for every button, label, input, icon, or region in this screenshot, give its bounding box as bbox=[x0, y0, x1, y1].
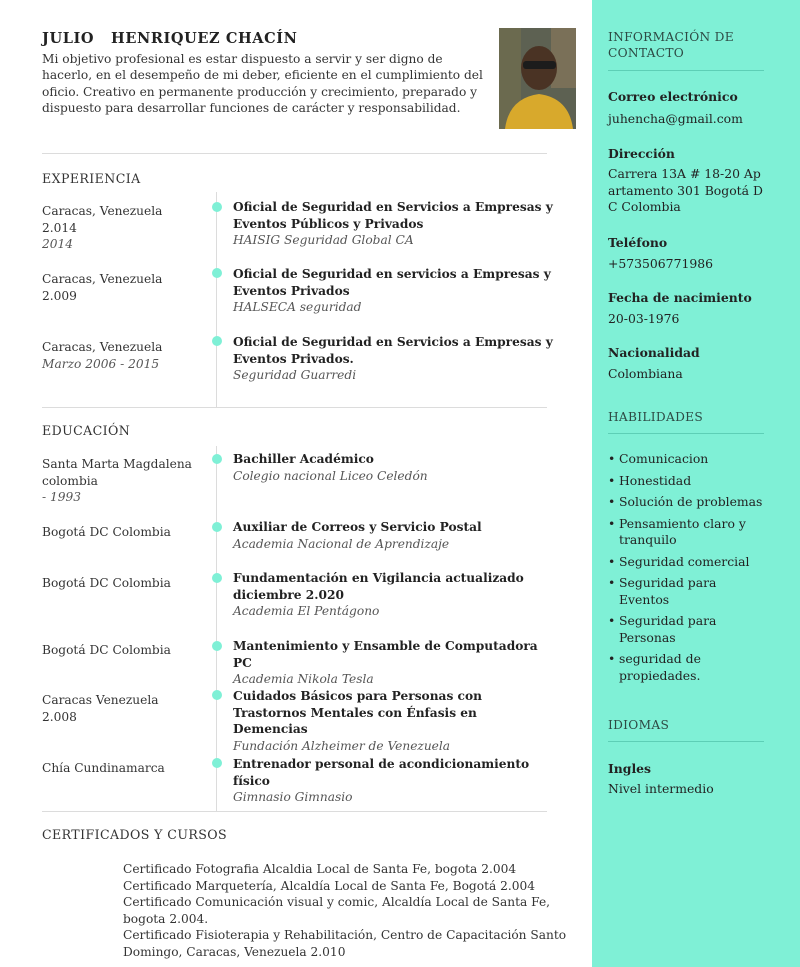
education-place: Caracas Venezuela bbox=[42, 693, 159, 707]
email-value[interactable]: juhencha@gmail.com bbox=[608, 111, 743, 126]
divider bbox=[42, 811, 547, 812]
experience-job-title: Oficial de Seguridad en Servicios a Empresas y Eventos Públicos y Privados bbox=[233, 200, 553, 231]
education-date: 2.008 bbox=[42, 709, 77, 724]
education-meta bbox=[42, 642, 202, 659]
bullet-icon: • bbox=[608, 515, 616, 531]
experience-title: EXPERIENCIA bbox=[42, 171, 141, 186]
experience-job-title: Oficial de Seguridad en servicios a Empresas y Eventos Privados bbox=[233, 267, 551, 298]
education-institution: Gimnasio Gimnasio bbox=[233, 790, 353, 804]
education-degree: Mantenimiento y Ensamble de Computadora PC bbox=[233, 639, 538, 670]
experience-meta bbox=[42, 339, 202, 372]
profile-photo-illustration bbox=[499, 28, 576, 129]
education-meta bbox=[42, 692, 202, 725]
experience-date: 2.014 bbox=[42, 220, 77, 235]
education-place: Bogotá DC Colombia bbox=[42, 525, 171, 539]
education-entry bbox=[233, 688, 553, 754]
education-timeline bbox=[216, 446, 217, 811]
education-institution: Fundación Alzheimer de Venezuela bbox=[233, 738, 451, 753]
experience-meta bbox=[42, 271, 202, 304]
experience-job-title: Oficial de Seguridad en Servicios a Empresas y Eventos Privados. bbox=[233, 335, 553, 366]
skill-label: Seguridad comercial bbox=[619, 553, 750, 569]
education-institution: Academia Nikola Tesla bbox=[233, 672, 374, 686]
timeline-dot bbox=[212, 268, 222, 278]
education-meta bbox=[42, 524, 202, 541]
experience-date: 2.009 bbox=[42, 288, 77, 303]
education-entry bbox=[233, 451, 553, 484]
education-institution: Colegio nacional Liceo Celedón bbox=[233, 468, 428, 483]
address-value: Carrera 13A # 18-20 Apartamento 301 Bogotá DC Colombia bbox=[608, 166, 763, 214]
certificate-item: Certificado Marquetería, Alcaldía Local de Santa Fe, Bogotá 2.004 bbox=[123, 878, 535, 893]
divider bbox=[42, 407, 547, 408]
experience-meta bbox=[42, 203, 202, 253]
education-place: Bogotá DC Colombia bbox=[42, 643, 171, 657]
education-institution: Academia El Pentágono bbox=[233, 604, 380, 618]
education-place: Chía Cundinamarca bbox=[42, 761, 165, 775]
bullet-icon: • bbox=[608, 575, 616, 590]
experience-timeline bbox=[216, 192, 217, 407]
bullet-icon: • bbox=[608, 494, 616, 509]
timeline-dot bbox=[212, 522, 222, 532]
education-entry bbox=[233, 756, 553, 806]
timeline-dot bbox=[212, 336, 222, 346]
birth-label: Fecha de nacimiento bbox=[608, 290, 752, 305]
divider bbox=[42, 153, 547, 154]
experience-place: Caracas, Venezuela bbox=[42, 204, 163, 218]
phone-label: Teléfono bbox=[608, 235, 668, 250]
experience-entry bbox=[233, 266, 553, 316]
education-date: - 1993 bbox=[42, 490, 82, 504]
education-title: EDUCACIÓN bbox=[42, 423, 131, 438]
skill-label: seguridad de propiedades. bbox=[619, 651, 701, 683]
certificate-item: Certificado Fisioterapia y Rehabilitación, Centro de Capacitación Santo Domingo, Caracas, Venezuela 2.010 bbox=[123, 928, 567, 959]
education-institution: Academia Nacional de Aprendizaje bbox=[233, 536, 450, 551]
objective-text: Mi objetivo profesional es estar dispuesto a servir y ser digno de hacerlo, en el desempeño de mi deber, eficiente en el cumplimiento del oficio. Creativo en permanente producción y crecimiento, preparado y dispuesto para desarrollar funciones de carácter y responsabilidad. bbox=[42, 52, 483, 116]
nationality-value: Colombiana bbox=[608, 366, 683, 381]
sidebar-divider bbox=[608, 741, 764, 742]
experience-date-range: 2014 bbox=[42, 237, 74, 251]
birth-value: 20-03-1976 bbox=[608, 311, 680, 326]
timeline-dot bbox=[212, 202, 222, 212]
skill-item bbox=[608, 516, 768, 549]
skill-item bbox=[608, 554, 768, 571]
education-entry bbox=[233, 638, 553, 688]
education-meta bbox=[42, 760, 202, 777]
skill-item bbox=[608, 575, 768, 608]
skill-item bbox=[608, 613, 768, 646]
education-place: Bogotá DC Colombia bbox=[42, 576, 171, 590]
language-level: Nivel intermedio bbox=[608, 781, 714, 796]
skill-label: Pensamiento claro y tranquilo bbox=[619, 515, 746, 547]
experience-company: HAISIG Seguridad Global CA bbox=[233, 233, 414, 247]
skill-label: Solución de problemas bbox=[619, 494, 763, 509]
timeline-dot bbox=[212, 758, 222, 768]
certificate-item: Certificado Comunicación visual y comic, Alcaldía Local de Santa Fe, bogota 2.004. bbox=[123, 895, 551, 926]
skill-label: Honestidad bbox=[619, 472, 692, 488]
education-degree: Bachiller Académico bbox=[233, 452, 374, 466]
languages-title: IDIOMAS bbox=[608, 718, 670, 732]
education-meta bbox=[42, 575, 202, 592]
education-degree: Fundamentación en Vigilancia actualizado diciembre 2.020 bbox=[233, 571, 524, 602]
language-name: Ingles bbox=[608, 761, 652, 776]
skill-label: Seguridad para Personas bbox=[619, 613, 717, 645]
timeline-dot bbox=[212, 690, 222, 700]
experience-entry bbox=[233, 334, 553, 384]
address-label: Dirección bbox=[608, 146, 675, 161]
contact-title: INFORMACIÓN DE CONTACTO bbox=[608, 30, 734, 60]
timeline-dot bbox=[212, 641, 222, 651]
education-entry bbox=[233, 570, 553, 620]
sidebar-divider bbox=[608, 433, 764, 434]
education-meta bbox=[42, 456, 202, 506]
sidebar-divider bbox=[608, 70, 764, 71]
phone-value[interactable]: +573506771986 bbox=[608, 256, 713, 271]
experience-entry bbox=[233, 199, 553, 249]
bullet-icon: • bbox=[608, 472, 616, 488]
certificates-list bbox=[123, 861, 578, 960]
email-label: Correo electrónico bbox=[608, 89, 738, 104]
skill-label: Seguridad para Eventos bbox=[619, 575, 717, 607]
profile-photo bbox=[499, 28, 576, 129]
bullet-icon: • bbox=[608, 451, 616, 466]
experience-company: HALSECA seguridad bbox=[233, 300, 362, 314]
experience-place: Caracas, Venezuela bbox=[42, 340, 163, 354]
skill-label: Comunicacion bbox=[619, 451, 709, 466]
experience-date-range: Marzo 2006 - 2015 bbox=[42, 356, 160, 371]
bullet-icon: • bbox=[608, 613, 616, 628]
certificate-item: Certificado Fotografia Alcaldia Local de Santa Fe, bogota 2.004 bbox=[123, 862, 517, 876]
experience-place: Caracas, Venezuela bbox=[42, 272, 163, 286]
education-degree: Auxiliar de Correos y Servicio Postal bbox=[233, 520, 482, 534]
skill-item bbox=[608, 473, 768, 490]
nationality-label: Nacionalidad bbox=[608, 345, 700, 360]
education-degree: Entrenador personal de acondicionamiento físico bbox=[233, 757, 530, 788]
certificates-title: CERTIFICADOS Y CURSOS bbox=[42, 827, 227, 842]
bullet-icon: • bbox=[608, 651, 616, 666]
experience-company: Seguridad Guarredi bbox=[233, 368, 357, 382]
skill-item bbox=[608, 451, 768, 468]
skill-item bbox=[608, 494, 768, 511]
education-place: Santa Marta Magdalena colombia bbox=[42, 457, 192, 488]
candidate-name: JULIO HENRIQUEZ CHACÍN bbox=[42, 30, 298, 47]
bullet-icon: • bbox=[608, 553, 616, 569]
timeline-dot bbox=[212, 454, 222, 464]
timeline-dot bbox=[212, 573, 222, 583]
skill-item bbox=[608, 651, 768, 684]
skills-list bbox=[608, 451, 768, 689]
education-degree: Cuidados Básicos para Personas con Trastornos Mentales con Énfasis en Demencias bbox=[233, 689, 482, 736]
skills-title: HABILIDADES bbox=[608, 410, 703, 424]
education-entry bbox=[233, 519, 553, 552]
